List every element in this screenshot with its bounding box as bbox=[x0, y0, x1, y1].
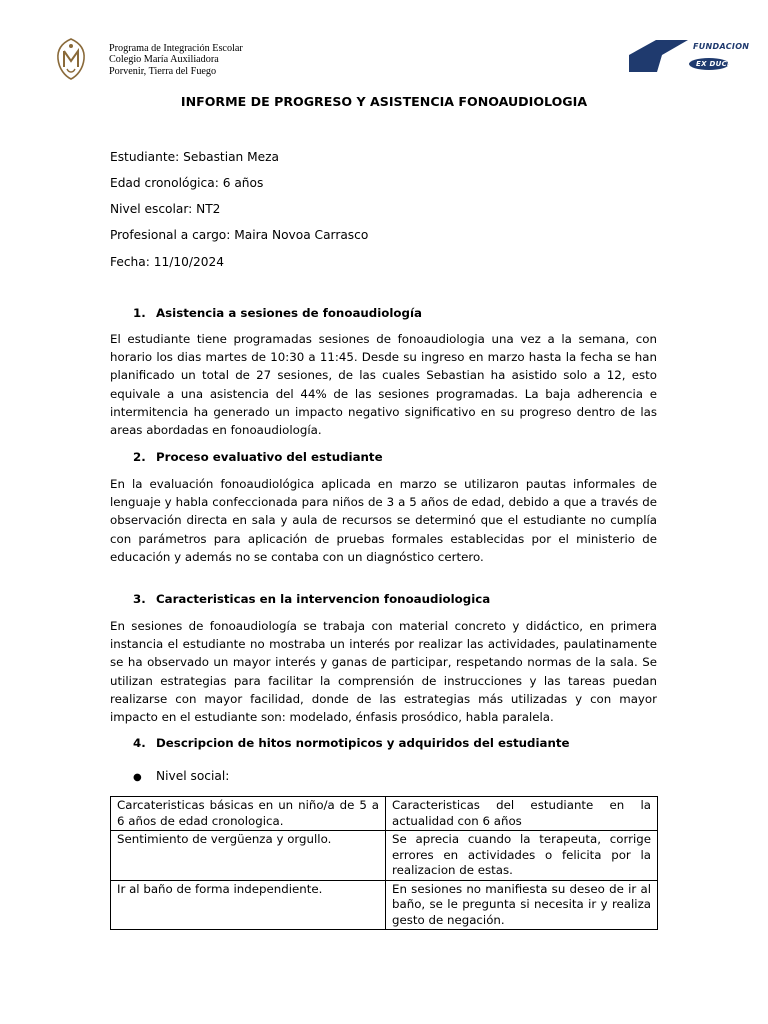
report-title: INFORME DE PROGRESO Y ASISTENCIA FONOAUDIOLOGIA bbox=[180, 94, 588, 109]
table-row bbox=[111, 831, 658, 881]
section-body: En sesiones de fonoaudiología se trabaja con material concreto y didáctico, en primera instancia el estudiante no mostraba un interés por realizar las actividades, paulatinamente se ha observado un mayor interés y ganas de participar, respetando normas de la sala. Se utilizan estrategias para facilitar la comprensión de instrucciones y las tareas puedan realizarse con mayor facilidad, donde de las estrategias más utilizadas y con mayor impacto en el estudiante son: modelado, énfasis prosódico, habla paralela. bbox=[110, 619, 657, 725]
section-title: Asistencia a sesiones de fonoaudiología bbox=[156, 306, 422, 320]
section-title: Descripcion de hitos normotipicos y adquiridos del estudiante bbox=[156, 736, 570, 750]
logo-text-line1: FUNDACION bbox=[693, 42, 750, 51]
logo-text-line2: EX DUCERE bbox=[696, 60, 743, 68]
section-number: 1. bbox=[133, 306, 146, 320]
section-heading bbox=[133, 450, 383, 464]
table-cell: Caracteristicas del estudiante en la actualidad con 6 años bbox=[386, 797, 658, 831]
bullet-icon: ● bbox=[133, 772, 142, 783]
section-title: Proceso evaluativo del estudiante bbox=[156, 450, 383, 464]
bullet-item bbox=[133, 769, 229, 783]
school-emblem-logo bbox=[54, 37, 88, 81]
student-name: Estudiante: Sebastian Meza bbox=[110, 150, 280, 164]
section-number: 4. bbox=[133, 736, 146, 750]
bullet-label: Nivel social: bbox=[156, 769, 230, 783]
section-heading bbox=[133, 592, 490, 606]
section-title: Caracteristicas en la intervencion fonoaudiologica bbox=[156, 592, 491, 606]
table-cell: Carcateristicas básicas en un niño/a de 5 a 6 años de edad cronologica. bbox=[111, 797, 386, 831]
table-cell: Ir al baño de forma independiente. bbox=[111, 880, 386, 930]
institution-line: Colegio María Auxiliadora bbox=[109, 54, 219, 66]
fundacion-logo bbox=[626, 38, 754, 74]
institution-header bbox=[109, 43, 243, 77]
table-cell: Se aprecia cuando la terapeuta, corrige errores en actividades o felicita por la realizacion de estas. bbox=[386, 831, 658, 881]
institution-line: Porvenir, Tierra del Fuego bbox=[109, 65, 217, 77]
student-age: Edad cronológica: 6 años bbox=[110, 176, 264, 190]
school-level: Nivel escolar: NT2 bbox=[110, 202, 221, 216]
table-cell: Sentimiento de vergüenza y orgullo. bbox=[111, 831, 386, 881]
report-date: Fecha: 11/10/2024 bbox=[110, 255, 224, 269]
professional: Profesional a cargo: Maira Novoa Carrasco bbox=[110, 228, 369, 242]
institution-line: Programa de Integración Escolar bbox=[109, 43, 243, 54]
section-body: En la evaluación fonoaudiológica aplicada en marzo se utilizaron pautas informales de lenguaje y habla confeccionada para niños de 3 a 5 años de edad, debido a que a través de observación directa en sala y aula de recursos se determinó que el estudiante no cumplía con parámetros para aplicación de pruebas formales establecidas por el ministerio de educación y además no se contaba con un diagnóstico certero. bbox=[110, 477, 657, 564]
table-cell: En sesiones no manifiesta su deseo de ir al baño, se le pregunta si necesita ir y realiza gesto de negación. bbox=[386, 880, 658, 930]
section-number: 2. bbox=[133, 450, 146, 464]
milestones-table bbox=[110, 796, 658, 930]
table-row bbox=[111, 880, 658, 930]
table-row bbox=[111, 797, 658, 831]
section-heading bbox=[133, 736, 570, 750]
section-number: 3. bbox=[133, 592, 146, 606]
section-heading bbox=[133, 306, 422, 320]
section-body: El estudiante tiene programadas sesiones de fonoaudiologia una vez a la semana, con horario los dias martes de 10:30 a 11:45. Desde su ingreso en marzo hasta la fecha se han planificado un total de 27 sesiones, de las cuales Sebastian ha asistido solo a 12, esto equivale a una asistencia del 44% de las sesiones programadas. La baja adherencia e intermitencia ha generado un impacto negativo significativo en su progreso dentro de las areas abordadas en fonoaudiología. bbox=[110, 332, 657, 438]
